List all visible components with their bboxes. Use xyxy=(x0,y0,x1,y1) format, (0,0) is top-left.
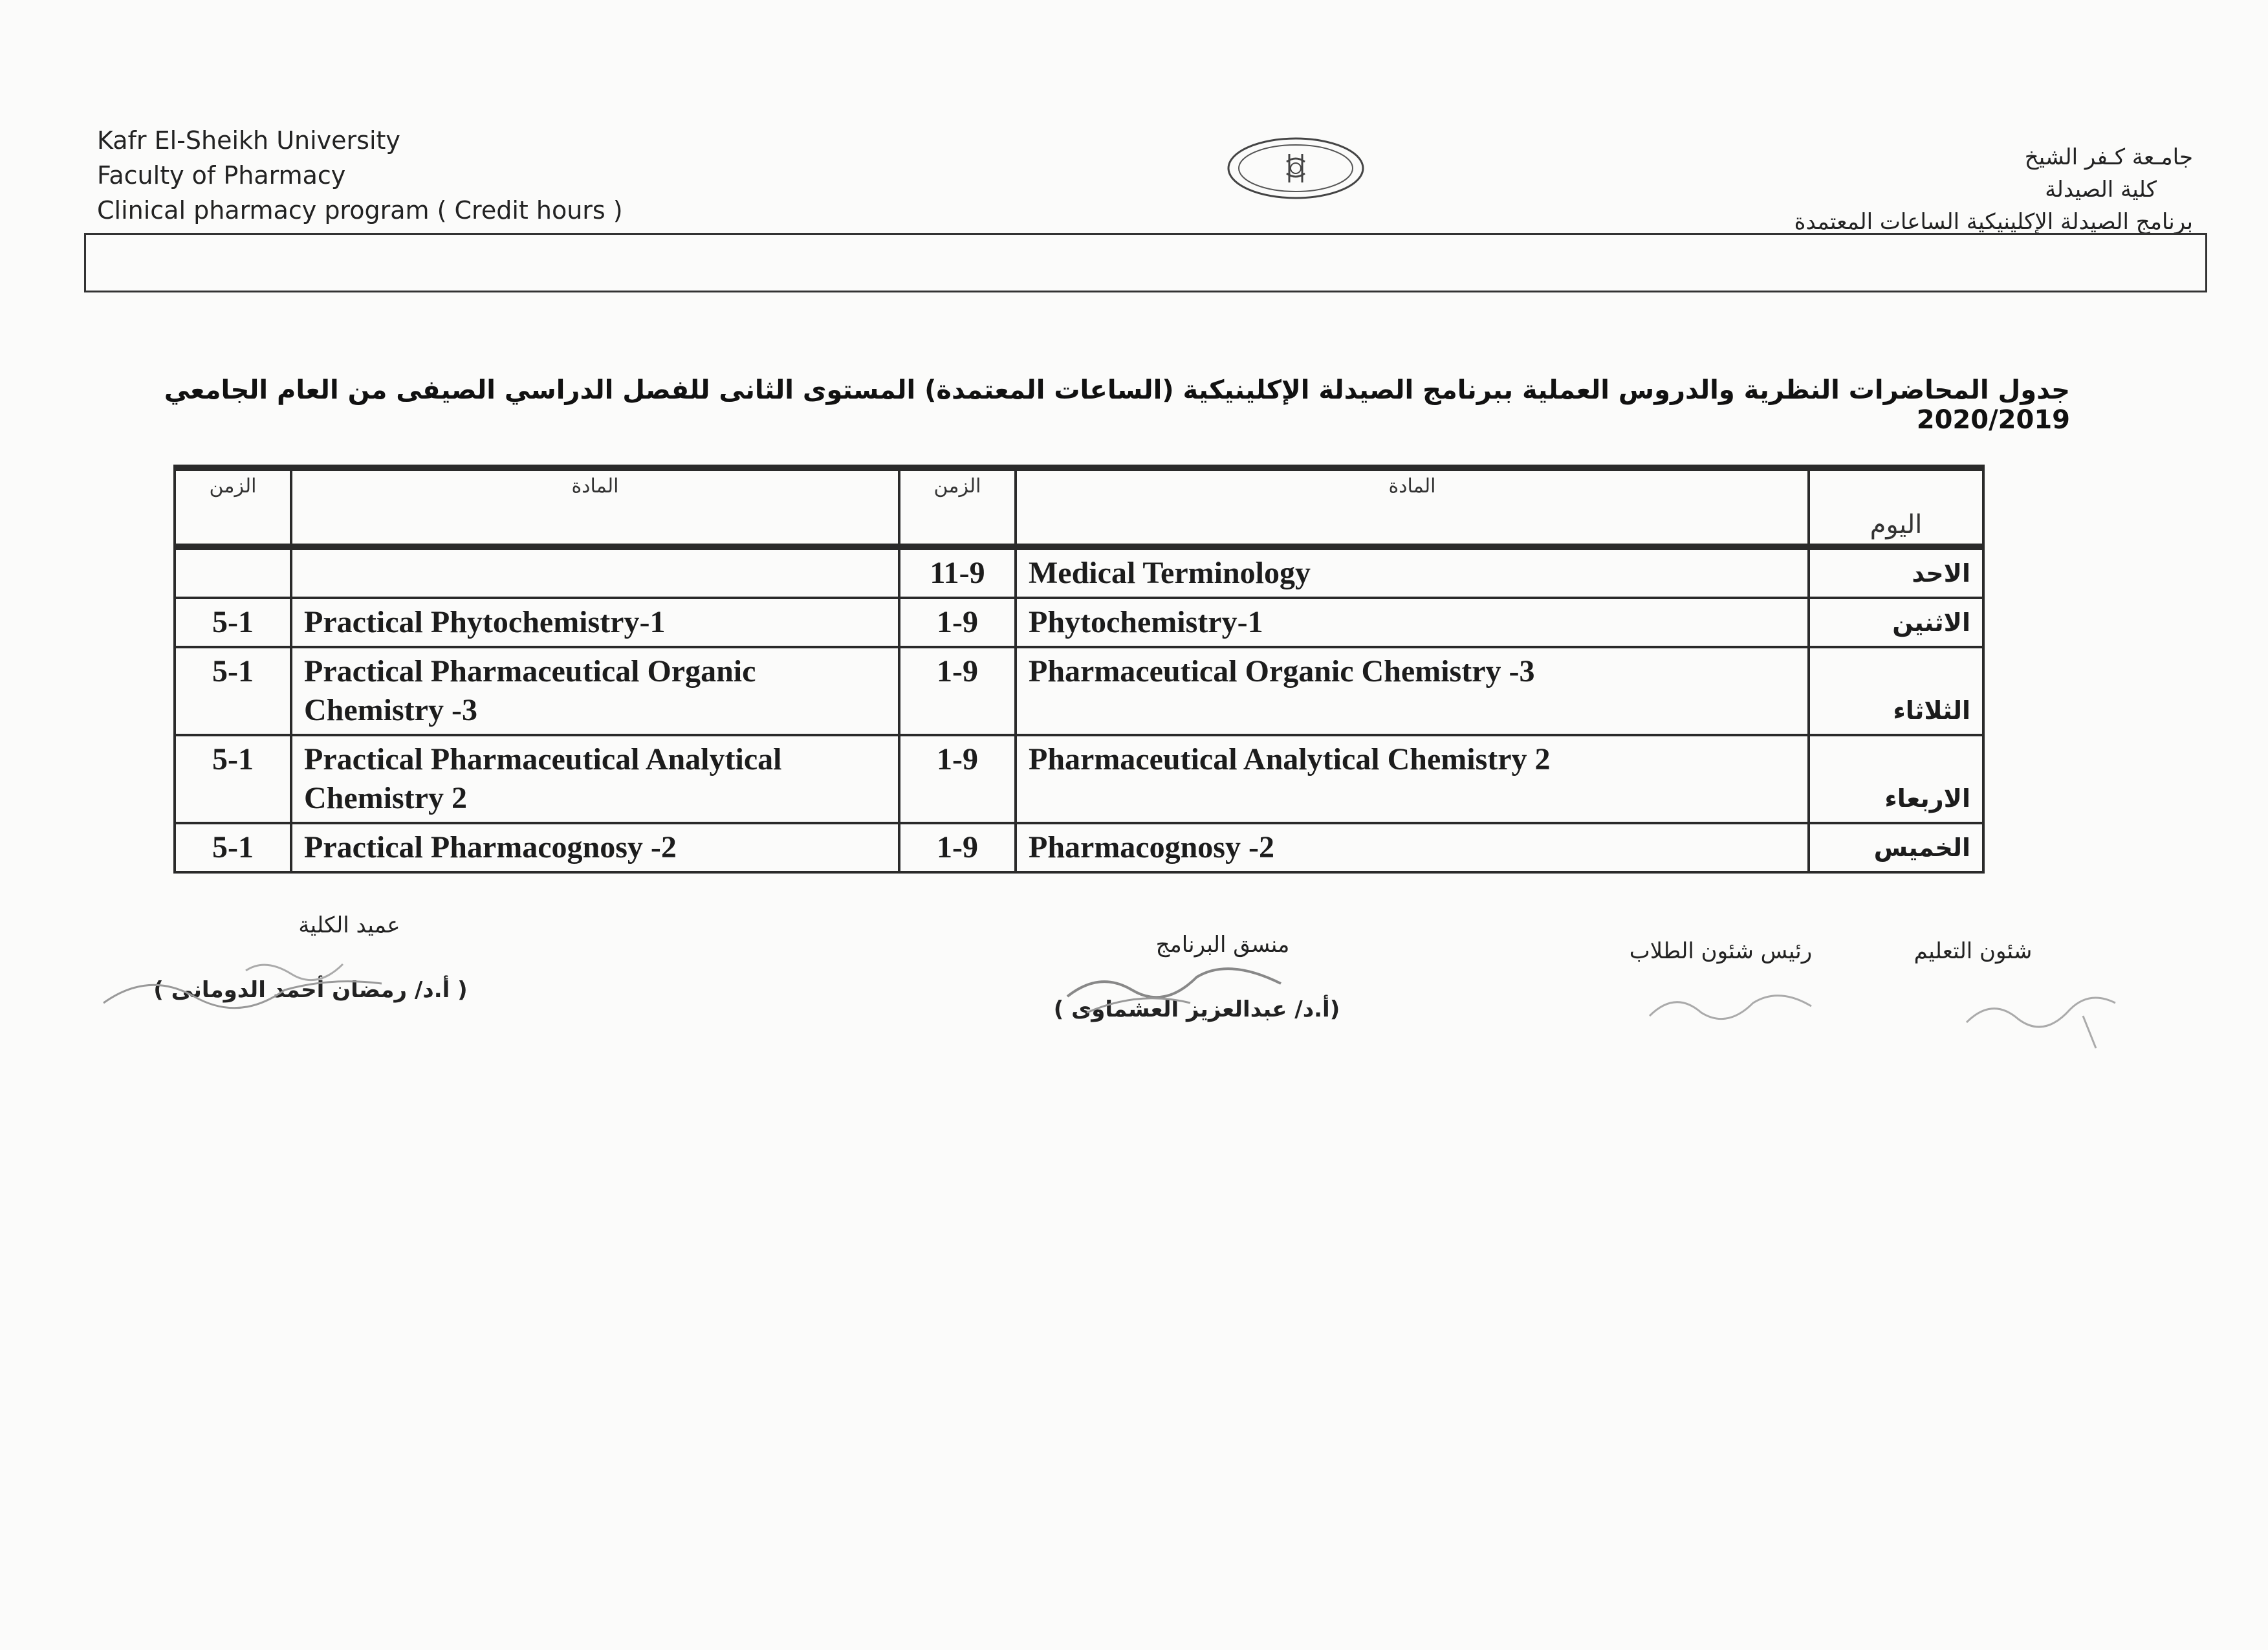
table-row xyxy=(175,823,1983,872)
faculty-name-ar: كلية الصيدلة xyxy=(2045,177,2157,203)
table-row xyxy=(175,647,1983,735)
program-name-ar: برنامج الصيدلة الإكلينيكية الساعات المعتمدة xyxy=(1794,209,2193,235)
schedule-table xyxy=(173,465,1985,874)
university-name-en: Kafr El-Sheikh University xyxy=(97,126,400,155)
practical-time-cell: 5-1 xyxy=(175,823,291,872)
education-affairs-signature-block xyxy=(1889,938,2057,964)
coordinator-role-label: منسق البرنامج xyxy=(1155,932,1290,958)
day-cell: الخميس xyxy=(1809,823,1983,872)
day-cell: الاربعاء xyxy=(1809,735,1983,823)
student-affairs-role-label: رئيس شئون الطلاب xyxy=(1629,938,1813,964)
theory-time-cell: 1-9 xyxy=(899,647,1016,735)
table-row xyxy=(175,735,1983,823)
education-affairs-role-label: شئون التعليم xyxy=(1914,938,2033,964)
dean-signature-scribble xyxy=(97,945,408,1035)
practical-time-cell: 5-1 xyxy=(175,647,291,735)
faculty-name-en: Faculty of Pharmacy xyxy=(97,161,346,190)
theory-time-cell: 1-9 xyxy=(899,735,1016,823)
dean-role-label: عميد الكلية xyxy=(298,912,400,938)
header-time-theory: الزمن xyxy=(899,468,1016,547)
theory-time-cell: 1-9 xyxy=(899,823,1016,872)
practical-time-cell: 5-1 xyxy=(175,598,291,647)
practical-subject-cell: Practical Pharmaceutical Analytical Chemistry 2 xyxy=(291,735,899,823)
theory-subject-cell: Pharmacognosy -2 xyxy=(1016,823,1809,872)
schedule-title: جدول المحاضرات النظرية والدروس العملية ببرنامج الصيدلة الإكلينيكية (الساعات المعتمدة) المستوى الثانى للفصل الدراسي الصيفى من العام الجامعي 2020/2019 xyxy=(164,375,2070,435)
student-affairs-signature-scribble xyxy=(1643,977,1824,1035)
practical-time-cell: 5-1 xyxy=(175,735,291,823)
practical-time-cell xyxy=(175,547,291,598)
student-affairs-signature-block xyxy=(1604,938,1837,964)
day-cell: الاثنين xyxy=(1809,598,1983,647)
university-name-ar: جامـعة كـفر الشيخ xyxy=(2024,144,2193,170)
theory-time-cell: 1-9 xyxy=(899,598,1016,647)
theory-subject-cell: Phytochemistry-1 xyxy=(1016,598,1809,647)
header-divider-box xyxy=(84,233,2207,292)
header-subject-theory: المادة xyxy=(1016,468,1809,547)
theory-subject-cell: Medical Terminology xyxy=(1016,547,1809,598)
practical-subject-cell: Practical Pharmaceutical Organic Chemistry -3 xyxy=(291,647,899,735)
table-row xyxy=(175,598,1983,647)
day-cell: الاحد xyxy=(1809,547,1983,598)
table-header-row xyxy=(175,468,1983,547)
program-name-en: Clinical pharmacy program ( Credit hours ) xyxy=(97,196,623,225)
education-affairs-signature-scribble xyxy=(1960,977,2128,1055)
header-day: اليوم xyxy=(1809,468,1983,547)
practical-subject-cell xyxy=(291,547,899,598)
header-subject-practical: المادة xyxy=(291,468,899,547)
practical-subject-cell: Practical Pharmacognosy -2 xyxy=(291,823,899,872)
header-arabic xyxy=(1794,141,2193,238)
coordinator-signature-scribble xyxy=(1061,951,1294,1022)
header-time-practical: الزمن xyxy=(175,468,291,547)
header-english xyxy=(97,123,623,228)
theory-time-cell: 11-9 xyxy=(899,547,1016,598)
practical-subject-cell: Practical Phytochemistry-1 xyxy=(291,598,899,647)
coordinator-name: (أ.د/ عبدالعزيز العشماوى ) xyxy=(1053,996,1340,1022)
theory-subject-cell: Pharmaceutical Analytical Chemistry 2 xyxy=(1016,735,1809,823)
faculty-seal-logo xyxy=(1225,136,1367,201)
dean-name: ( أ.د/ رمضان أحمد الدومانى ) xyxy=(153,977,468,1003)
theory-subject-cell: Pharmaceutical Organic Chemistry -3 xyxy=(1016,647,1809,735)
day-cell: الثلاثاء xyxy=(1809,647,1983,735)
table-row xyxy=(175,547,1983,598)
